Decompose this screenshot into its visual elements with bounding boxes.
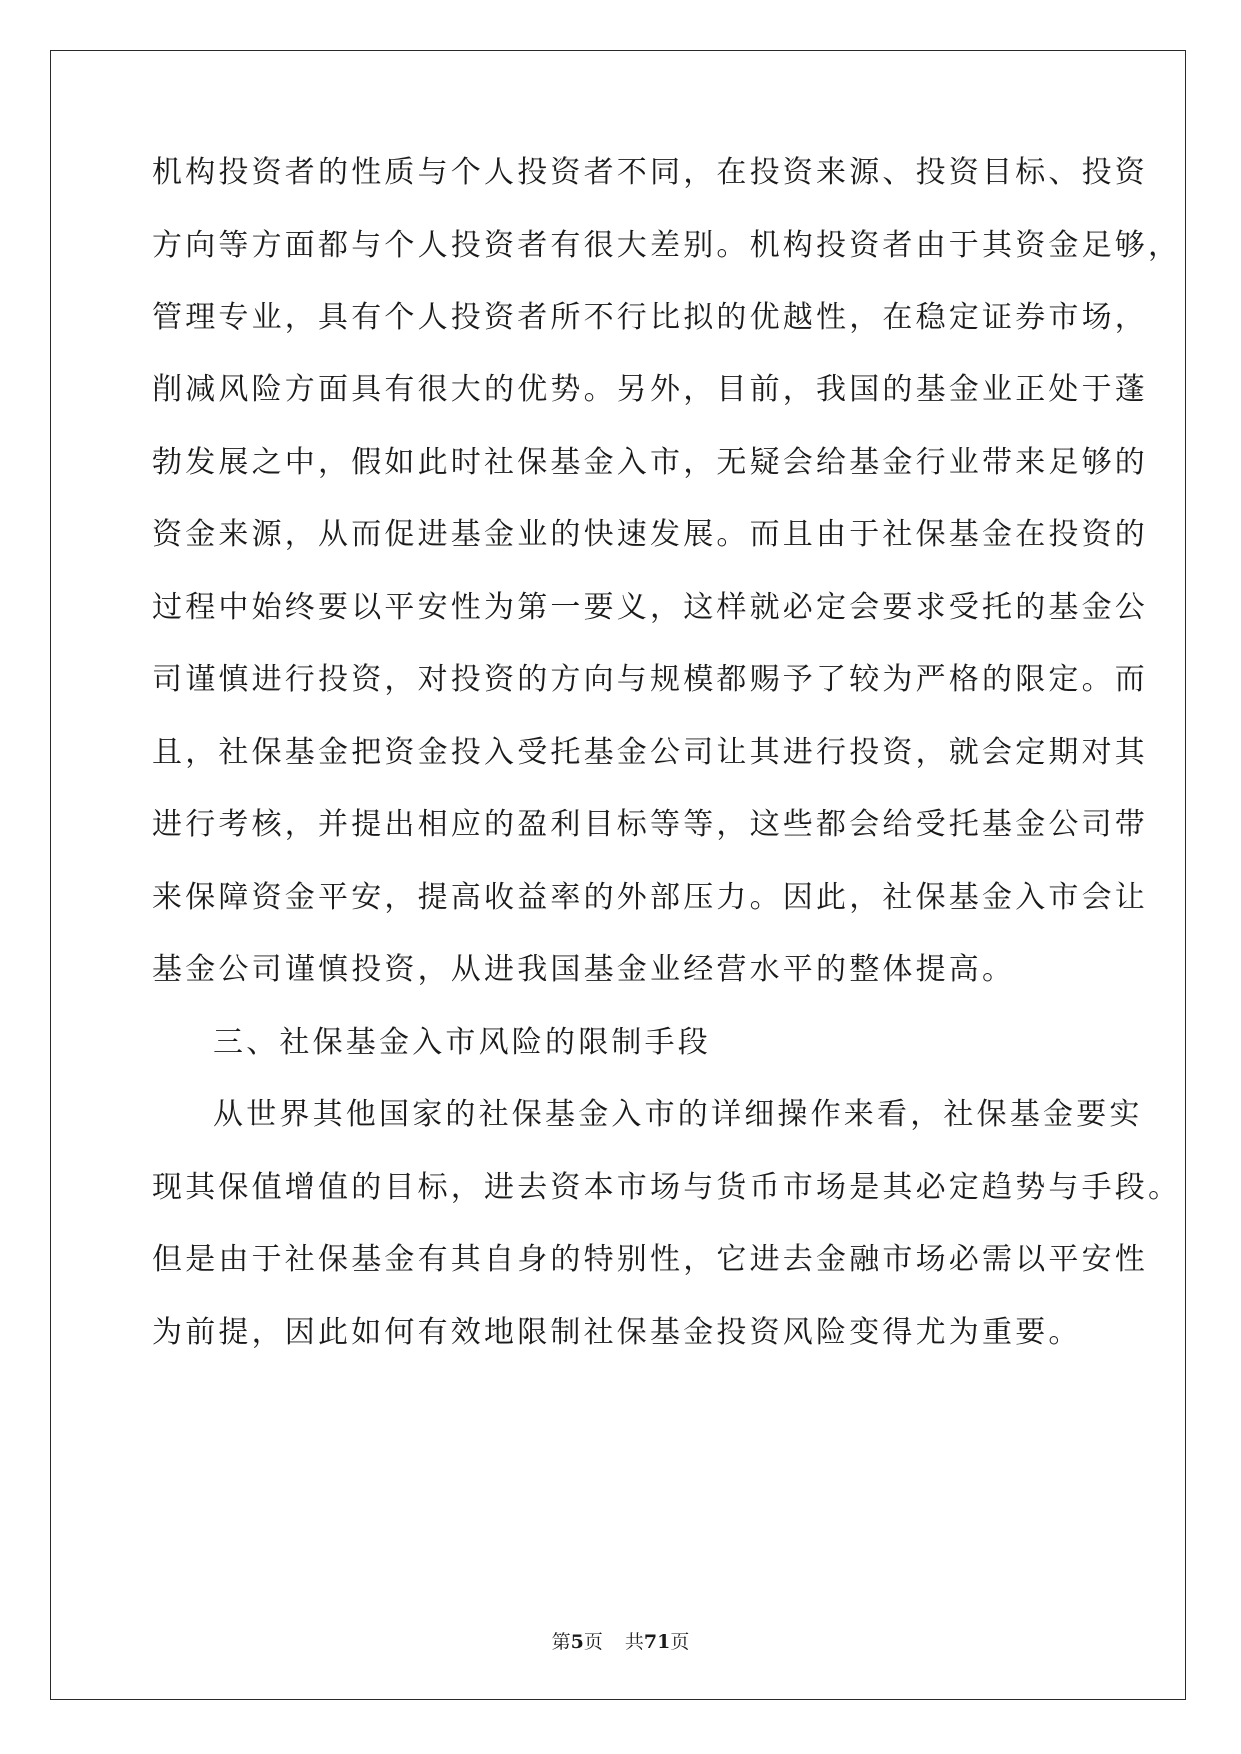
body-text-line: 但是由于社保基金有其自身的特别性，它进去金融市场必需以平安性 xyxy=(152,1242,1148,1277)
total-suffix: 页 xyxy=(670,1631,690,1653)
body-text-line: 现其保值增值的目标，进去资本市场与货币市场是其必定趋势与手段。 xyxy=(152,1170,1182,1205)
body-text-line: 削减风险方面具有很大的优势。另外，目前，我国的基金业正处于蓬 xyxy=(152,372,1148,407)
body-text-line: 资金来源，从而促进基金业的快速发展。而且由于社保基金在投资的 xyxy=(152,517,1148,552)
body-text-line: 为前提，因此如何有效地限制社保基金投资风险变得尤为重要。 xyxy=(152,1315,1082,1350)
section-heading: 三、社保基金入市风险的限制手段 xyxy=(213,1025,711,1060)
body-text-line: 且，社保基金把资金投入受托基金公司让其进行投资，就会定期对其 xyxy=(152,735,1148,770)
body-text-line: 从世界其他国家的社保基金入市的详细操作来看，社保基金要实 xyxy=(213,1097,1143,1132)
body-text-line: 过程中始终要以平安性为第一要义，这样就必定会要求受托的基金公 xyxy=(152,590,1148,625)
total-prefix: 共 xyxy=(624,1631,644,1653)
body-text-line: 司谨慎进行投资，对投资的方向与规模都赐予了较为严格的限定。而 xyxy=(152,662,1148,697)
total-pages: 71 xyxy=(643,1631,671,1653)
page-prefix: 第 xyxy=(551,1631,571,1653)
body-text-line: 进行考核，并提出相应的盈利目标等等，这些都会给受托基金公司带 xyxy=(152,807,1148,842)
page-suffix: 页 xyxy=(583,1631,603,1653)
body-text-line: 机构投资者的性质与个人投资者不同，在投资来源、投资目标、投资 xyxy=(152,155,1148,190)
body-text-line: 管理专业，具有个人投资者所不行比拟的优越性，在稳定证券市场， xyxy=(152,300,1148,335)
body-text-line: 勃发展之中，假如此时社保基金入市，无疑会给基金行业带来足够的 xyxy=(152,445,1148,480)
body-text-line: 来保障资金平安，提高收益率的外部压力。因此，社保基金入市会让 xyxy=(152,880,1148,915)
body-text-line: 基金公司谨慎投资，从进我国基金业经营水平的整体提高。 xyxy=(152,952,1016,987)
page-footer xyxy=(0,1630,1241,1654)
page-number: 5 xyxy=(570,1631,584,1653)
body-text-line: 方向等方面都与个人投资者有很大差别。机构投资者由于其资金足够， xyxy=(152,228,1182,263)
